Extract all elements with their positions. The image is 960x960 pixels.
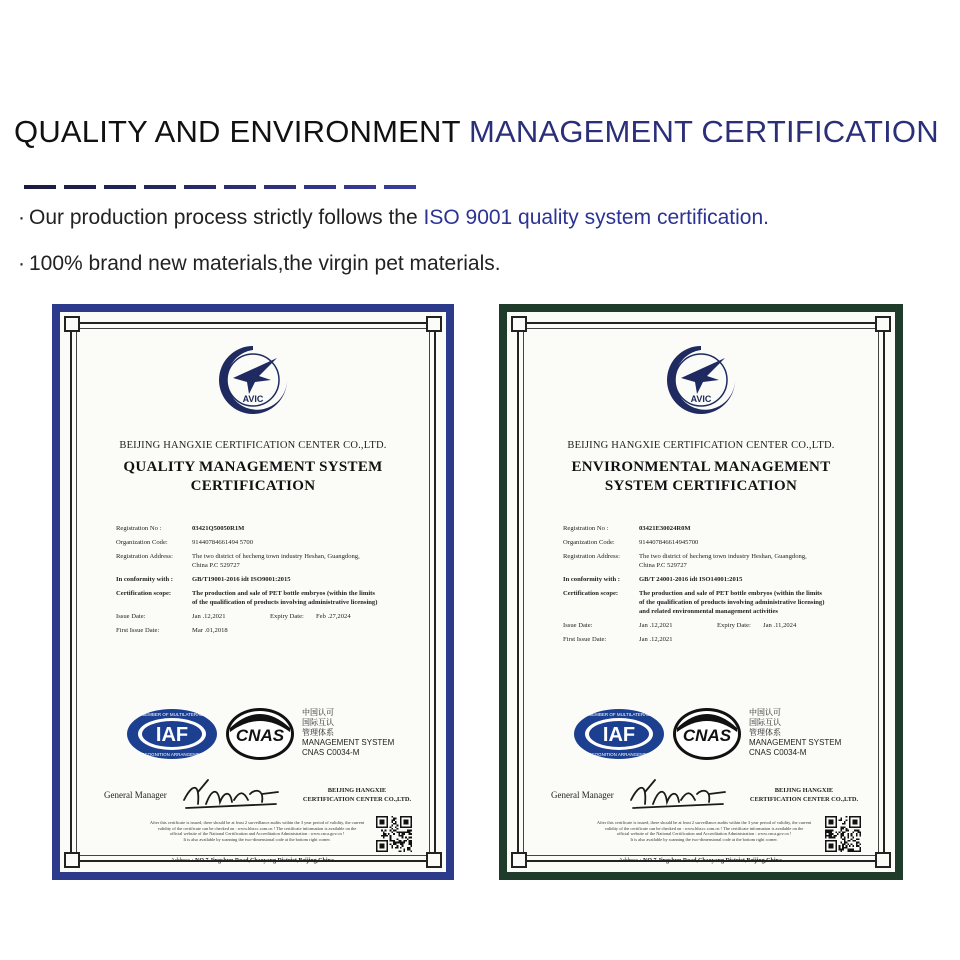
expiry-date: Feb .27,2024	[316, 613, 351, 620]
first-issue-date-label: First Issue Date:	[563, 636, 607, 643]
frame-corner	[64, 316, 80, 332]
certificate-fields	[116, 524, 422, 640]
title-divider-gradient	[24, 185, 418, 189]
signature	[625, 774, 735, 814]
issue-date: Jan .12,2021	[639, 622, 673, 629]
registration-no-label: Registration No :	[116, 525, 162, 532]
issue-date: Jan .12,2021	[192, 613, 226, 620]
quality-certificate	[52, 304, 454, 880]
bullet-2-text: 100% brand new materials,the virgin pet materials.	[29, 252, 501, 275]
date-row	[563, 621, 871, 630]
iaf-logo	[126, 708, 218, 760]
first-issue-date: Jan .12,2021	[639, 636, 673, 643]
bullet-1-highlight: ISO 9001 quality system certification.	[423, 206, 769, 229]
certification-scope: The production and sale of PET bottle embryos (within the limits of the qualification of products involving administrative licensing)	[192, 590, 378, 606]
qr-code	[376, 816, 412, 852]
conformity-label: In conformity with :	[563, 576, 620, 583]
organization-code-label: Organization Code:	[116, 539, 168, 546]
expiry-date: Jan .11,2024	[763, 622, 797, 629]
conformity-standard: GB/T 24001-2016 idt ISO14001:2015	[639, 576, 743, 583]
organization-code: 914407846614945700	[639, 539, 699, 546]
certificate-title-line: SYSTEM CERTIFICATION	[604, 478, 798, 494]
svg-text:RECOGNITION ARRANGEMENT: RECOGNITION ARRANGEMENT	[138, 752, 206, 757]
registration-address: The two district of hecheng town industry Heshan, Guangdong, China P.C 529727	[639, 553, 807, 569]
certificate-title-line: CERTIFICATION	[190, 478, 316, 494]
signature	[178, 774, 288, 814]
svg-text:AVIC: AVIC	[242, 394, 264, 404]
certification-scope: The production and sale of PET bottle embryos (within the limits of the qualification of products involving administrative licensing) and related environmental management activities	[639, 590, 825, 615]
svg-text:AVIC: AVIC	[690, 394, 712, 404]
bullet-1-text: Our production process strictly follows the	[29, 206, 424, 229]
certificate-title-line: QUALITY MANAGEMENT SYSTEM	[123, 459, 383, 475]
svg-text:IAF: IAF	[155, 724, 189, 746]
svg-text:IAF: IAF	[602, 724, 636, 746]
issuer-name: BEIJING HANGXIE CERTIFICATION CENTER CO.,LTD.	[302, 787, 412, 803]
organization-code: 91440784661494 5700	[192, 539, 253, 546]
issuer-name: BEIJING HANGXIE CERTIFICATION CENTER CO.,LTD.	[749, 787, 859, 803]
issue-date-label: Issue Date:	[563, 622, 593, 629]
registration-address: The two district of hecheng town industry Heshan, Guangdong, China P.C 529727	[192, 553, 360, 569]
organization-code-label: Organization Code:	[563, 539, 615, 546]
bullet-materials	[18, 252, 501, 276]
expiry-date-label: Expiry Date:	[270, 613, 304, 620]
registration-no-label: Registration No :	[563, 525, 609, 532]
frame-corner	[511, 316, 527, 332]
scope-label: Certification scope:	[563, 590, 619, 597]
frame-corner	[426, 316, 442, 332]
qr-code	[825, 816, 861, 852]
svg-text:CNAS: CNAS	[682, 726, 732, 745]
cnas-seal-text: 中国认可 国际互认 管理体系 MANAGEMENT SYSTEM CNAS C0034-M	[749, 708, 842, 757]
registration-address-label: Registration Address:	[563, 553, 620, 560]
conformity-standard: GB/T19001-2016 idt ISO9001:2015	[192, 576, 291, 583]
certificate-footnote: After this certificate is issued, there should be at least 2 surveillance audits within the 3 year period of validity, the current validity of the certificate can be checked on : www.hhxcc.com.cn ! The certificate information is available on the official website of the National Certification and Accreditation Administration : www.cnca.gov.cn ! It is also available by scanning the two-dimensional code at the bottom right corner.	[149, 820, 365, 842]
expiry-date-label: Expiry Date:	[717, 622, 751, 629]
certificate-title-line: ENVIRONMENTAL MANAGEMENT	[571, 459, 831, 475]
scope-label: Certification scope:	[116, 590, 172, 597]
svg-text:CNAS: CNAS	[235, 726, 285, 745]
cnas-logo	[224, 706, 296, 762]
certificate-title	[60, 458, 446, 496]
certification-center-name: BEIJING HANGXIE CERTIFICATION CENTER CO.,LTD.	[119, 440, 387, 451]
svg-text:MEMBER OF MULTILATERAL: MEMBER OF MULTILATERAL	[588, 712, 650, 717]
cnas-seal-text: 中国认可 国际互认 管理体系 MANAGEMENT SYSTEM CNAS C0034-M	[302, 708, 395, 757]
accreditation-seals	[573, 706, 873, 764]
environmental-certificate	[499, 304, 903, 880]
certificate-title	[507, 458, 895, 496]
general-manager-label: General Manager	[104, 790, 167, 800]
issue-date-label: Issue Date:	[116, 613, 146, 620]
certification-center-name: BEIJING HANGXIE CERTIFICATION CENTER CO.,LTD.	[567, 440, 835, 451]
certificate-fields	[563, 524, 871, 649]
date-row	[116, 612, 422, 621]
center-address: Address : NO.7 Jingshun Road,Chaoyang District,Beijing,China.	[170, 858, 336, 864]
title-part-1: QUALITY AND ENVIRONMENT	[14, 114, 461, 149]
avic-logo	[215, 342, 291, 418]
page-title	[14, 114, 939, 150]
conformity-label: In conformity with :	[116, 576, 173, 583]
frame-corner	[875, 316, 891, 332]
iaf-logo	[573, 708, 665, 760]
first-issue-date-label: First Issue Date:	[116, 627, 160, 634]
certificate-footnote: After this certificate is issued, there should be at least 2 surveillance audits within the 3 year period of validity, the current validity of the certificate can be checked on : www.hhxcc.com.cn ! The certificate information is available on the official website of the National Certification and Accreditation Administration : www.cnca.gov.cn ! It is also available by scanning the two-dimensional code at the bottom right corner.	[596, 820, 812, 842]
cnas-logo	[671, 706, 743, 762]
registration-no: 03421E30024R0M	[639, 525, 691, 532]
center-address: Address : NO.7 Jingshun Road,Chaoyang District,Beijing,China.	[618, 858, 784, 864]
certificate-paper	[60, 312, 446, 872]
bullet-dot: ·	[18, 206, 25, 229]
avic-logo	[663, 342, 739, 418]
bullet-iso9001	[18, 206, 769, 230]
general-manager-label: General Manager	[551, 790, 614, 800]
svg-text:MEMBER OF MULTILATERAL: MEMBER OF MULTILATERAL	[141, 712, 203, 717]
svg-text:RECOGNITION ARRANGEMENT: RECOGNITION ARRANGEMENT	[585, 752, 653, 757]
title-part-2: MANAGEMENT CERTIFICATION	[468, 114, 939, 149]
certificate-paper	[507, 312, 895, 872]
first-issue-date: Mar .01,2018	[192, 627, 228, 634]
registration-no: 03421Q50050R1M	[192, 525, 245, 532]
bullet-dot: ·	[18, 252, 25, 275]
registration-address-label: Registration Address:	[116, 553, 173, 560]
accreditation-seals	[126, 706, 426, 764]
